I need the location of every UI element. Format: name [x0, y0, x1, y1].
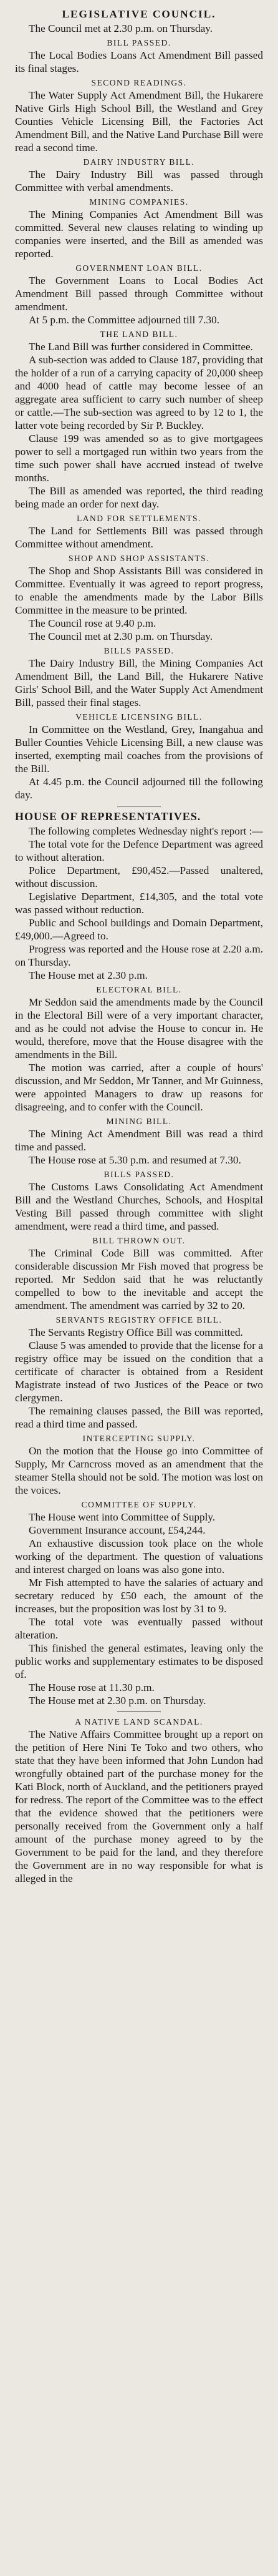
paragraph: The Servants Registry Office Bill was committed. [29, 1326, 243, 1338]
paragraph: Clause 199 was amended so as to give mortgagees power to sell a mortgaged run within two years from the time such power shall have accrued instead of twelve months. [15, 433, 263, 484]
paragraph: The Mining Act Amendment Bill was read a third time and passed. [15, 1128, 263, 1153]
sub-heading: ELECTORAL BILL. [96, 985, 182, 994]
sub-heading: BILL PASSED. [107, 38, 171, 47]
paragraph: At 5 p.m. the Committee adjourned till 7.30. [29, 314, 219, 326]
paragraph: The motion was carried, after a couple of hours' discussion, and Mr Seddon, Mr Tanner, and Mr Guinness, were appointed Managers to draw up reasons for disagreeing, and to confer with the Council. [15, 1062, 263, 1113]
paragraph: The Criminal Code Bill was committed. After considerable discussion Mr Fish moved that progress be reported. Mr Seddon said that he was reluctantly compelled to bow to the inevitable and accept the amendment. The amendment was carried by 32 to 20. [15, 1247, 263, 1311]
paragraph: In Committee on the Westland, Grey, Inangahua and Buller Counties Vehicle Licensing Bill, a new clause was inserted, exempting mail coaches from the provisions of the Bill. [15, 723, 263, 775]
paragraph: The Dairy Industry Bill was passed through Committee with verbal amendments. [15, 169, 263, 193]
paragraph: The Dairy Industry Bill, the Mining Companies Act Amendment Bill, the Land Bill, the Hukarere Native Girls' School Bill, and the Water Supply Act Amendment Bill, passed their final stages. [15, 657, 263, 708]
paragraph: An exhaustive discussion took place on the whole working of the department. The question of valuations and interest charged on loans was also gone into. [15, 1537, 263, 1575]
sub-heading: A NATIVE LAND SCANDAL. [75, 1717, 203, 1726]
paragraph: The House rose at 5.30 p.m. and resumed at 7.30. [29, 1154, 241, 1166]
sub-heading: INTERCEPTING SUPPLY. [82, 1434, 196, 1443]
paragraph: The House rose at 11.30 p.m. [29, 1682, 155, 1693]
paragraph: This finished the general estimates, leaving only the public works and supplementary estimates to be disposed of. [15, 1642, 263, 1680]
paragraph: The Mining Companies Act Amendment Bill was committed. Several new clauses relating to winding up companies were inserted, and the Bill as amended was reported. [15, 208, 263, 260]
paragraph: On the motion that the House go into Committee of Supply, Mr Carncross moved as an amendment that the steamer Stella should not be sold. The motion was lost on the voices. [15, 1445, 263, 1496]
paragraph: The Bill as amended was reported, the third reading being made an order for next day. [15, 485, 263, 510]
paragraph: The House met at 2.30 p.m. on Thursday. [29, 1695, 206, 1707]
paragraph: Government Insurance account, £54,244. [29, 1524, 206, 1536]
paragraph: The remaining clauses passed, the Bill was reported, read a third time and passed. [15, 1405, 263, 1430]
paragraph: Mr Fish attempted to have the salaries of actuary and secretary reduced by £50 each, the amount of the increases, but the proposition was lost by 31 to 9. [15, 1577, 263, 1615]
sub-heading: MINING COMPANIES. [89, 197, 189, 207]
paragraph: Police Department, £90,452.—Passed unaltered, without discussion. [15, 864, 263, 889]
paragraph: The Government Loans to Local Bodies Act Amendment Bill passed through Committee without amendment. [15, 275, 263, 313]
sub-heading: BILL THROWN OUT. [92, 1236, 186, 1245]
paragraph: The Local Bodies Loans Act Amendment Bill passed its final stages. [15, 49, 263, 74]
paragraph: Clause 5 was amended to provide that the license for a registry office may be issued on the condition that a certificate of character is obtained from a Resident Magistrate instead of two Justices of the Peace or two clergymen. [15, 1339, 263, 1404]
paragraph: The Native Affairs Committee brought up a report on the petition of Here Nini Te Toko and two others, who state that they have been informed that John Lundon had wrongfully obtained part of the purchase money for the Kati Block, north of Auckland, and the petitioners prayed for redress. The report of the Committee was to the effect that the evidence showed that the petitioners were personally received from the Government only a half amount of the purchase money agreed to by the Government to be paid for the land, and they therefore the Government are in no way responsible for what is alleged in the [15, 1728, 263, 1884]
paragraph: The Shop and Shop Assistants Bill was considered in Committee. Eventually it was agreed to report progress, to enable the amendments made by the Labor Bills Committee in the measure to be printed. [15, 565, 263, 616]
paragraph: The total vote was eventually passed without alteration. [15, 1616, 263, 1641]
sub-heading: DAIRY INDUSTRY BILL. [83, 157, 195, 167]
paragraph: The Water Supply Act Amendment Bill, the Hukarere Native Girls High School Bill, the Westland and Grey Counties Vehicle Licensing Bill, the Factories Act Amendment Bill, and the Native Land Purchase Bill were read a second time. [15, 89, 263, 154]
paragraph: Progress was reported and the House rose at 2.20 a.m. on Thursday. [15, 943, 263, 968]
section-title: LEGISLATIVE COUNCIL. [62, 8, 216, 20]
sub-heading: LAND FOR SETTLEMENTS. [77, 514, 201, 523]
paragraph: The Customs Laws Consolidating Act Amendment Bill and the Westland Churches, Schools, and Hospital Vesting Bill passed through committee with slight amendment, were read a third time, and passed. [15, 1181, 263, 1232]
paragraph: The House went into Committee of Supply. [29, 1511, 216, 1523]
paragraph: The following completes Wednesday night's report :— [29, 825, 263, 837]
paragraph: Mr Seddon said the amendments made by the Council in the Electoral Bill were of a very important character, and as he could not advise the House to concur in. He would, therefore, move that the House disagree with the amendments in the Bill. [15, 996, 263, 1060]
sub-heading: SHOP AND SHOP ASSISTANTS. [69, 554, 209, 563]
paragraph: Legislative Department, £14,305, and the total vote was passed without reduction. [15, 891, 263, 916]
sub-heading: COMMITTEE OF SUPPLY. [81, 1500, 197, 1509]
paragraph: The total vote for the Defence Department was agreed to without alteration. [15, 838, 263, 863]
newspaper-column [15, 7, 263, 2560]
paragraph: The House met at 2.30 p.m. [29, 969, 148, 981]
paragraph: The Council met at 2.30 p.m. on Thursday. [29, 22, 213, 34]
sub-heading: BILLS PASSED. [103, 646, 175, 655]
sub-heading: THE LAND BILL. [100, 330, 178, 339]
paragraph: The Land Bill was further considered in Committee. [29, 341, 253, 353]
paragraph: At 4.45 p.m. the Council adjourned till the following day. [15, 776, 263, 801]
paragraph: The Council met at 2.30 p.m. on Thursday. [29, 630, 213, 642]
section-title: HOUSE OF REPRESENTATIVES. [15, 810, 201, 823]
paragraph: A sub-section was added to Clause 187, providing that the holder of a run of a carrying capacity of 20,000 sheep and 4000 head of cattle may become lessee of an aggregate area sufficient to carry such number of sheep or cattle.—The sub-section was agreed to by 12 to 1, the latter vote being recorded by Sir P. Buckley. [15, 354, 263, 431]
paragraph: Public and School buildings and Domain Department, £49,000.—Agreed to. [15, 917, 263, 942]
paragraph: The Council rose at 9.40 p.m. [29, 617, 156, 629]
sub-heading: BILLS PASSED. [103, 1170, 175, 1179]
sub-heading: SERVANTS REGISTRY OFFICE BILL. [55, 1315, 223, 1325]
sub-heading: VEHICLE LICENSING BILL. [75, 712, 203, 722]
paragraph: The Land for Settlements Bill was passed through Committee without amendment. [15, 525, 263, 550]
sub-heading: GOVERNMENT LOAN BILL. [75, 263, 203, 273]
sub-heading: SECOND READINGS. [91, 78, 187, 87]
sub-heading: MINING BILL. [106, 1117, 172, 1126]
